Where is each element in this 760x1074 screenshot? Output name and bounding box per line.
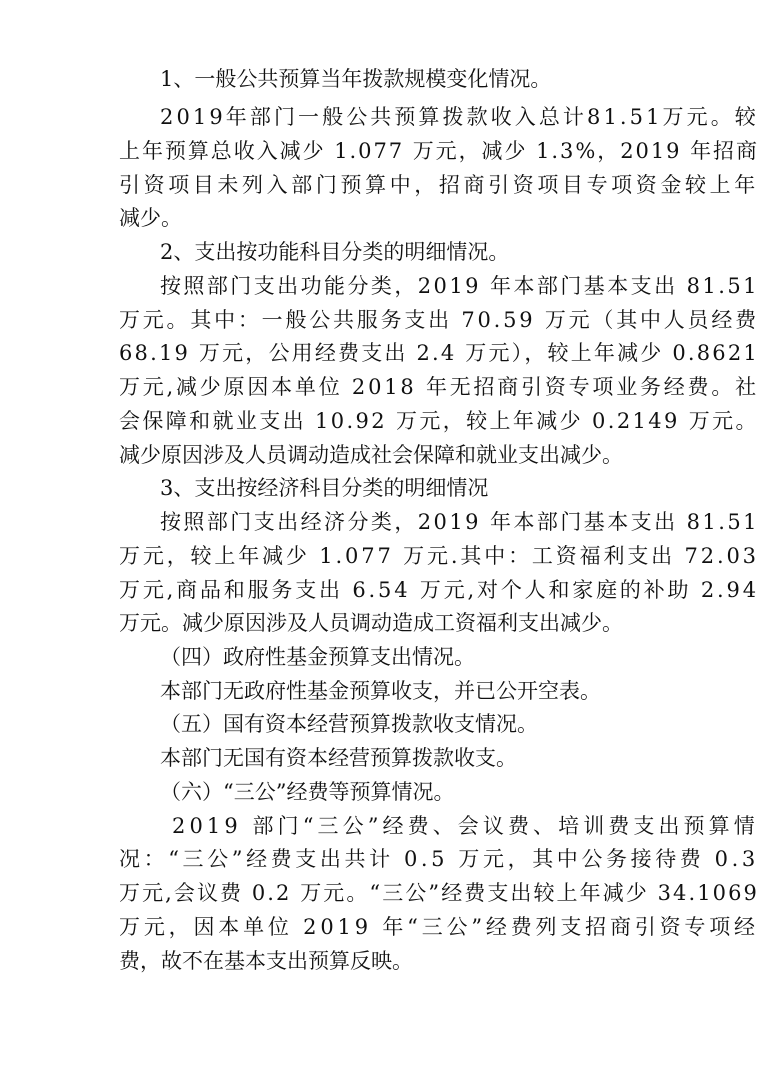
paragraph-line	[119, 404, 759, 438]
paragraph-line	[119, 134, 759, 168]
line-text: （五）国有资本经营预算拨款收支情况。	[160, 712, 538, 736]
line-text: 万元，较上年减少 1.077 万元.其中：工资福利支出 72.03	[119, 544, 759, 568]
paragraph-line	[119, 910, 759, 944]
line-text: 引资项目未列入部门预算中，招商引资项目专项资金较上年	[119, 173, 759, 197]
paragraph-line	[119, 303, 759, 337]
line-text: 本部门无政府性基金预算收支，并已公开空表。	[160, 679, 601, 703]
paragraph-line	[119, 370, 759, 404]
line-text: 万元。减少原因涉及人员调动造成工资福利支出减少。	[119, 611, 623, 635]
paragraph-line	[119, 201, 760, 235]
line-text: 按照部门支出经济分类，2019 年本部门基本支出 81.51	[160, 510, 759, 534]
line-text: 本部门无国有资本经营预算拨款收支。	[160, 746, 517, 770]
line-text: 会保障和就业支出 10.92 万元，较上年减少 0.2149 万元。	[119, 409, 759, 433]
paragraph-line	[160, 741, 760, 775]
line-text: 2、支出按功能科目分类的明细情况。	[160, 240, 510, 264]
paragraph-line	[119, 606, 760, 640]
line-text: 2019 部门“三公”经费、会议费、培训费支出预算情	[172, 814, 759, 838]
line-text: 1、一般公共预算当年拨款规模变化情况。	[160, 67, 552, 91]
paragraph-line	[119, 168, 759, 202]
line-text: 万元。其中：一般公共服务支出 70.59 万元（其中人员经费	[119, 308, 759, 332]
paragraph-line	[160, 269, 759, 303]
line-text: （六）“三公”经费等预算情况。	[160, 780, 455, 804]
line-text: 万元,减少原因本单位 2018 年无招商引资专项业务经费。社	[119, 375, 759, 399]
paragraph-line	[119, 842, 759, 876]
paragraph-line	[119, 944, 760, 978]
line-text: 3、支出按经济科目分类的明细情况	[160, 476, 489, 500]
paragraph-line	[160, 674, 760, 708]
line-text: 万元,商品和服务支出 6.54 万元,对个人和家庭的补助 2.94	[119, 578, 759, 602]
line-text: 万元，因本单位 2019 年“三公”经费列支招商引资专项经	[119, 915, 759, 939]
line-text: 按照部门支出功能分类，2019 年本部门基本支出 81.51	[160, 274, 759, 298]
line-text: 2019年部门一般公共预算拨款收入总计81.51万元。较	[160, 105, 759, 129]
heading-4-government-fund	[160, 640, 760, 674]
paragraph-line	[119, 573, 759, 607]
heading-2-functional-classification	[160, 235, 760, 269]
paragraph-line	[172, 809, 759, 843]
line-text: 减少原因涉及人员调动造成社会保障和就业支出减少。	[119, 443, 623, 467]
paragraph-line	[119, 438, 760, 472]
paragraph-line	[119, 539, 759, 573]
line-text: 减少。	[119, 206, 182, 230]
line-text: 68.19 万元，公用经费支出 2.4 万元），较上年减少 0.8621	[119, 341, 759, 365]
heading-5-state-capital	[160, 707, 760, 741]
paragraph-line	[119, 876, 759, 910]
heading-6-three-public-expenses	[160, 775, 760, 809]
heading-1-budget-change	[160, 62, 760, 96]
line-text: 上年预算总收入减少 1.077 万元，减少 1.3%，2019 年招商	[119, 139, 759, 163]
paragraph-line	[119, 336, 759, 370]
heading-3-economic-classification	[160, 471, 760, 505]
paragraph-line	[160, 505, 759, 539]
line-text: 万元,会议费 0.2 万元。“三公”经费支出较上年减少 34.1069	[119, 881, 759, 905]
paragraph-line	[160, 100, 759, 134]
line-text: （四）政府性基金预算支出情况。	[160, 645, 475, 669]
line-text: 况：“三公”经费支出共计 0.5 万元，其中公务接待费 0.3	[119, 847, 759, 871]
line-text: 费，故不在基本支出预算反映。	[119, 949, 413, 973]
